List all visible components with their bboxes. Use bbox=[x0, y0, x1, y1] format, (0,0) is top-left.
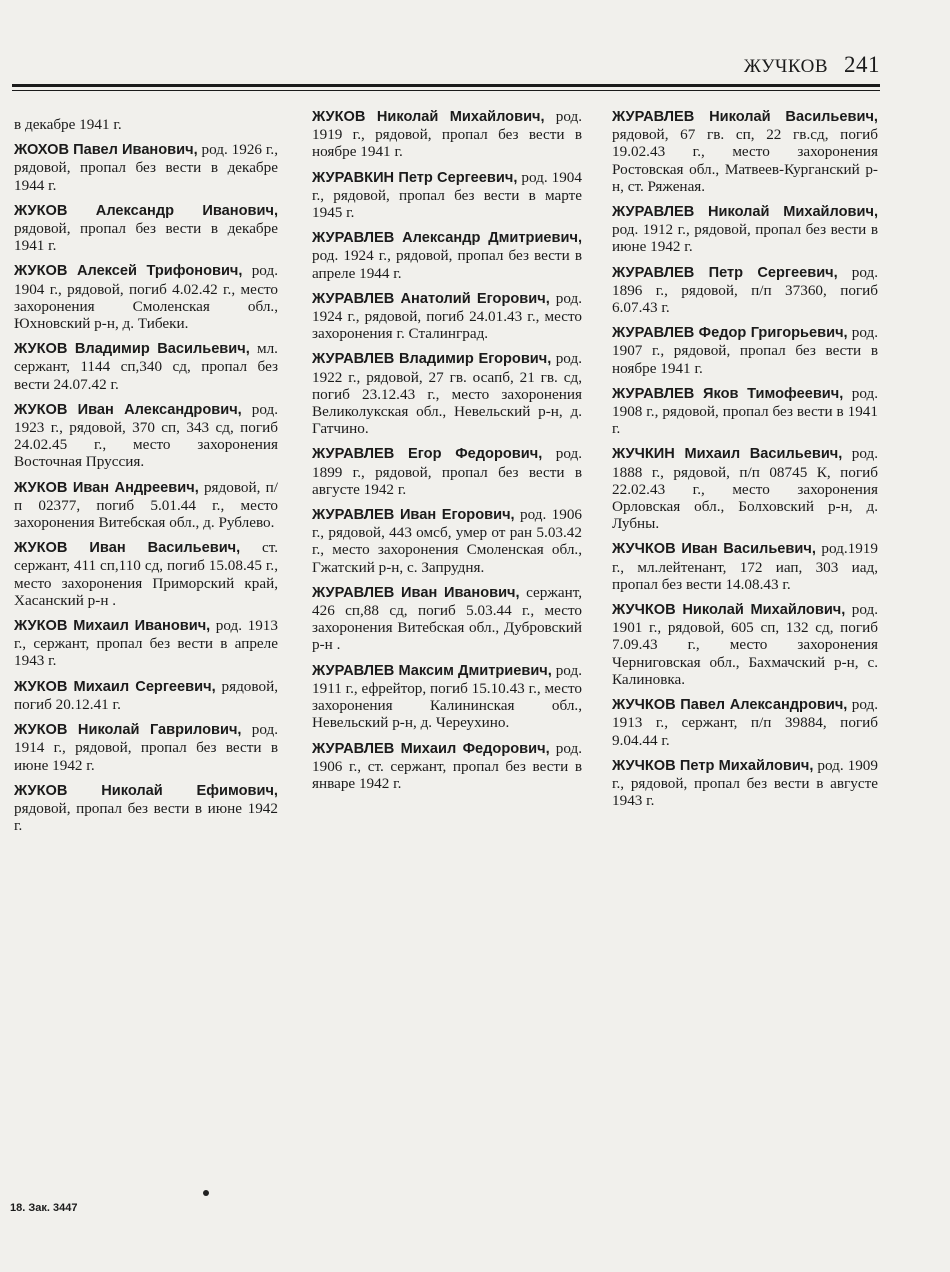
entry-text: род. 1923 г., рядовой, 370 сп, 343 сд, погиб 24.02.45 г., место захоронения Восточная Пруссия. bbox=[14, 400, 279, 471]
entry-name: ЖУЧКИН Михаил Васильевич, bbox=[612, 446, 843, 463]
entry-name: ЖУКОВ Алексей Трифонович, bbox=[14, 263, 243, 280]
entry-text: рядовой, п/п 02377, погиб 5.01.44 г., место захоронения Витебская обл., д. Рублево. bbox=[14, 478, 278, 532]
entry-text: род. 1896 г., рядовой, п/п 37360, погиб 6.07.43 г. bbox=[612, 263, 878, 317]
entry-text: род. 1911 г., ефрейтор, погиб 15.10.43 г., место захоронения Калининская обл., Невельский р-н, д. Череухино. bbox=[312, 661, 582, 732]
entry-name: ЖУРАВЛЕВ Иван Иванович, bbox=[312, 584, 520, 601]
entry-name: ЖУРАВЛЕВ Максим Дмитриевич, bbox=[312, 662, 552, 679]
running-header bbox=[0, 52, 880, 78]
entry bbox=[312, 290, 582, 343]
entry-text: род. 1906 г., рядовой, 443 омсб, умер от ран 5.03.42 г., место захоронения Смоленская обл., Гжатский р-н, с. Запрудня. bbox=[312, 506, 583, 576]
entry-text: род.1919 г., мл.лейтенант, 172 иап, 303 иад, пропал без вести 14.08.43 г. bbox=[612, 540, 878, 593]
entry bbox=[612, 385, 878, 438]
print-dot bbox=[203, 1190, 209, 1196]
entry-name: ЖУРАВЛЕВ Егор Федорович, bbox=[312, 446, 543, 463]
entry-text: рядовой, 67 гв. сп, 22 гв.сд, погиб 19.02.43 г., место захоронения Ростовская обл., Матвеев-Курганский р-н, ст. Ряженая. bbox=[612, 126, 878, 195]
entry-text: род. 1904 г., рядовой, пропал без вести в марте 1945 г. bbox=[312, 168, 582, 222]
entry bbox=[14, 782, 278, 835]
entry bbox=[14, 202, 278, 255]
entry-name: ЖУРАВЛЕВ Михаил Федорович, bbox=[312, 740, 550, 757]
page-number: 241 bbox=[844, 52, 880, 77]
entry-text: рядовой, пропал без вести в июне 1942 г. bbox=[14, 799, 278, 835]
entry-text: род. 1888 г., рядовой, п/п 08745 К, погиб 22.02.43 г., место захоронения Орловская обл., Болховский р-н, д. Лубны. bbox=[612, 445, 879, 533]
entry-name: ЖУКОВ Николай Гаврилович, bbox=[14, 722, 242, 739]
entry-text: сержант, 426 сп,88 сд, погиб 5.03.44 г., место захоронения Витебская обл., Дубровский р-н . bbox=[312, 583, 582, 654]
entry bbox=[14, 116, 278, 133]
entry-text: род. 1922 г., рядовой, 27 гв. осапб, 21 гв. сд, погиб 23.12.43 г., место захоронения Великолукская обл., Невельский р-н, д. Гатчино. bbox=[312, 350, 582, 438]
entry bbox=[612, 203, 878, 256]
entry-text: род. 1924 г., рядовой, погиб 24.01.43 г., место захоронения г. Сталинград. bbox=[312, 289, 582, 343]
entry bbox=[312, 169, 582, 222]
entry-name: ЖУКОВ Николай Михайлович, bbox=[312, 109, 545, 125]
entry-text: рядовой, пропал без вести в декабре 1941 г. bbox=[14, 220, 278, 255]
entry bbox=[312, 662, 582, 732]
entry bbox=[312, 229, 582, 282]
entry-name: ЖУКОВ Николай Ефимович, bbox=[14, 782, 278, 799]
entry-name: ЖУЧКОВ Николай Михайлович, bbox=[612, 602, 846, 619]
entry bbox=[14, 340, 278, 393]
entry-name: ЖУКОВ Михаил Иванович, bbox=[14, 618, 211, 635]
entry-text: род. 1906 г., ст. сержант, пропал без вести в январе 1942 г. bbox=[312, 739, 582, 792]
entry-name: ЖУРАВЛЕВ Анатолий Егорович, bbox=[312, 290, 550, 307]
entry bbox=[612, 445, 878, 532]
entry-name: ЖУКОВ Владимир Васильевич, bbox=[14, 341, 250, 358]
entry-text: род. 1924 г., рядовой, пропал без вести в апреле 1944 г. bbox=[312, 247, 582, 282]
entry bbox=[14, 678, 278, 713]
entry-name: ЖУРАВЛЕВ Петр Сергеевич, bbox=[612, 264, 838, 281]
entry-text: род. 1909 г., рядовой, пропал без вести в августе 1943 г. bbox=[612, 756, 878, 810]
entry-text: род. 1899 г., рядовой, пропал без вести в августе 1942 г. bbox=[312, 445, 583, 498]
entry-name: ЖУРАВЛЕВ Иван Егорович, bbox=[312, 507, 515, 524]
entry-name: ЖУКОВ Иван Александрович, bbox=[14, 401, 242, 418]
printer-imprint: 18. Зак. 3447 bbox=[10, 1202, 78, 1214]
entry-name: ЖУРАВЛЕВ Александр Дмитриевич, bbox=[312, 230, 582, 247]
entry bbox=[612, 264, 878, 317]
entry-text: ст. сержант, 411 сп,110 сд, погиб 15.08.45 г., место захоронения Приморский край, Хасанский р-н . bbox=[14, 539, 278, 609]
entry bbox=[612, 757, 878, 810]
header-rule-thick bbox=[12, 84, 880, 87]
entry bbox=[14, 401, 278, 471]
entry-text: в декабре 1941 г. bbox=[14, 116, 122, 133]
entry-text: мл. сержант, 1144 сп,340 сд, пропал без вести 24.07.42 г. bbox=[14, 340, 278, 393]
entry bbox=[612, 696, 878, 749]
entry-text: род. 1914 г., рядовой, пропал без вести в июне 1942 г. bbox=[14, 721, 278, 774]
entry-name: ЖУРАВКИН Петр Сергеевич, bbox=[312, 169, 518, 186]
entry-name: ЖУЧКОВ Петр Михайлович, bbox=[612, 757, 814, 774]
entry bbox=[312, 445, 582, 498]
entry bbox=[14, 539, 278, 609]
entry-name: ЖУКОВ Иван Васильевич, bbox=[14, 540, 241, 557]
entry bbox=[612, 324, 878, 377]
entry-text: род. 1904 г., рядовой, погиб 4.02.42 г., место захоронения Смоленская обл., Юхновский р-н, д. Тибеки. bbox=[14, 262, 278, 333]
entry-text: род. 1919 г., рядовой, пропал без вести в ноябре 1941 г. bbox=[312, 108, 582, 161]
entry bbox=[612, 540, 878, 593]
entry-name: ЖУРАВЛЕВ Николай Васильевич, bbox=[612, 109, 878, 125]
running-title: ЖУЧКОВ bbox=[743, 56, 828, 77]
entry bbox=[312, 506, 582, 576]
entry bbox=[312, 108, 582, 161]
entry bbox=[14, 721, 278, 774]
entry bbox=[312, 740, 582, 793]
entry-name: ЖУКОВ Александр Иванович, bbox=[14, 202, 278, 219]
header-rule-thin bbox=[12, 90, 880, 91]
entry-name: ЖУРАВЛЕВ Николай Михайлович, bbox=[612, 204, 878, 221]
entry bbox=[612, 108, 878, 195]
entry-name: ЖОХОВ Павел Иванович, bbox=[14, 142, 198, 159]
entry bbox=[312, 584, 582, 654]
column-1 bbox=[14, 116, 278, 842]
entry-name: ЖУЧКОВ Павел Александрович, bbox=[612, 697, 848, 714]
entry-name: ЖУРАВЛЕВ Федор Григорьевич, bbox=[612, 325, 848, 342]
entry-text: род. 1907 г., рядовой, пропал без вести в ноябре 1941 г. bbox=[612, 324, 878, 377]
column-3 bbox=[612, 108, 878, 817]
entry bbox=[14, 479, 278, 532]
entry-name: ЖУЧКОВ Иван Васильевич, bbox=[612, 541, 816, 558]
entry bbox=[14, 262, 278, 332]
entry-text: род. 1913 г., сержант, пропал без вести в апреле 1943 г. bbox=[14, 617, 278, 670]
entry-text: род. 1912 г., рядовой, пропал без вести в июне 1942 г. bbox=[612, 221, 878, 256]
entry bbox=[612, 601, 878, 688]
entry bbox=[14, 141, 278, 194]
column-2 bbox=[312, 108, 582, 800]
entry bbox=[312, 350, 582, 437]
entry-text: род. 1926 г., рядовой, пропал без вести в декабре 1944 г. bbox=[14, 141, 278, 194]
entry-text: род. 1901 г., рядовой, 605 сп, 132 сд, погиб 7.09.43 г., место захоронения Черниговская обл., Бахмачский р-н, с. Калиновка. bbox=[612, 601, 878, 688]
entry-text: род. 1913 г., сержант, п/п 39884, погиб 9.04.44 г. bbox=[612, 696, 879, 749]
entry-name: ЖУРАВЛЕВ Яков Тимофеевич, bbox=[612, 385, 844, 402]
entry-name: ЖУКОВ Иван Андреевич, bbox=[14, 479, 199, 496]
entry-name: ЖУРАВЛЕВ Владимир Егорович, bbox=[312, 351, 552, 368]
entry-text: рядовой, погиб 20.12.41 г. bbox=[14, 677, 278, 713]
entry-text: род. 1908 г., рядовой, пропал без вести в 1941 г. bbox=[612, 384, 878, 438]
entry bbox=[14, 617, 278, 670]
entry-name: ЖУКОВ Михаил Сергеевич, bbox=[14, 678, 216, 695]
